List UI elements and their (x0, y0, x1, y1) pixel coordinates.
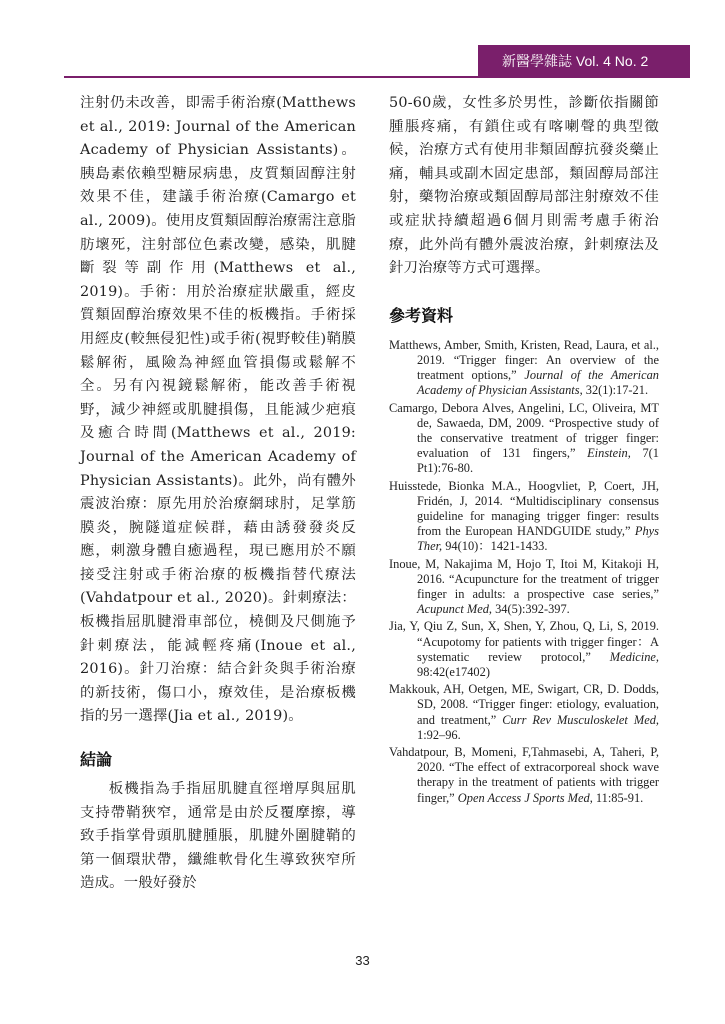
reference-text: Vahdatpour, B, Momeni, F,Tahmasebi, A, Taheri, P, 2020. “The effect of extracorporeal shock wave therapy in the treatment of patients with trigger finger,” (389, 745, 659, 805)
reference-tail: , 32(1):17-21. (579, 383, 649, 398)
conclusion-paragraph-continued: 50-60歲，女性多於男性，診斷依指關節腫脹疼痛，有鎖住或有喀喇聲的典型徵候，治療方式有使用非類固醇抗發炎藥止痛，輔具或副木固定患部，類固醇局部注射，藥物治療或類固醇局部注射療效不佳或症狀持續超過6個月則需考慮手術治療，此外尚有體外震波治療，針刺療法及針刀治療等方式可選擇。 (389, 95, 659, 277)
reference-journal: Journal of the American Academy of Physician Assistants (417, 368, 659, 398)
reference-journal: Acupunct Med (417, 602, 489, 617)
reference-text: Matthews, Amber, Smith, Kristen, Read, Laura, et al., 2019. “Trigger finger: An overview of the treatment options,” (389, 337, 659, 383)
reference-item (389, 557, 659, 618)
reference-tail: 7(1 Pt1):76-80. (417, 446, 659, 476)
reference-item (389, 619, 659, 680)
reference-tail: 1:92–96. (417, 727, 461, 742)
reference-tail: , 34(5):392-397. (488, 602, 570, 617)
conclusion-paragraph: 板機指為手指屈肌腱直徑增厚與屈肌支持帶鞘狹窄，通常是由於反覆摩擦，導致手指掌骨頭肌腱腫脹，肌腱外圍腱鞘的第一個環狀帶，纖維軟骨化生導致狹窄所造成。一般好發於 (80, 781, 356, 892)
reference-text: Camargo, Debora Alves, Angelini, LC, Oliveira, MT de, Sawaeda, DM, 2009. “Prospective study of the conservative treatment of trigger finger: evaluation of 131 fingers,” (389, 400, 659, 461)
reference-text: Makkouk, AH, Oetgen, ME, Swigart, CR, D. Dodds, SD, 2008. “Trigger finger: etiology, evaluation, and treatment,” (389, 682, 659, 727)
reference-journal: Open Access J Sports Med (457, 790, 590, 805)
reference-tail: 94(10)：1421-1433. (442, 539, 548, 554)
reference-journal: Phys Ther, (417, 524, 659, 554)
reference-text: Inoue, M, Nakajima M, Hojo T, Itoi M, Kitakoji H, 2016. “Acupuncture for the treatment of trigger finger in adults: a prospective case series,” (389, 556, 659, 601)
reference-tail: , 11:85-91. (589, 790, 644, 805)
reference-item (389, 745, 659, 806)
page-number: 33 (355, 953, 370, 968)
conclusion-heading: 結論 (80, 750, 113, 770)
reference-text: Jia, Y, Qiu Z, Sun, X, Shen, Y, Zhou, Q, Li, S, 2019. “Acupotomy for patients with trigger finger：A systematic review protocol,” (389, 619, 659, 664)
references-list (389, 338, 659, 806)
reference-text: Huisstede, Bionka M.A., Hoogvliet, P, Coert, JH, Fridén, J, 2014. “Multidisciplinary consensus guideline for managing trigger finger: results from the European HANDGUIDE study,” (389, 478, 659, 539)
references-heading: 參考資料 (389, 305, 454, 325)
reference-item (389, 479, 659, 555)
reference-journal: Curr Rev Musculoskelet Med, (502, 712, 659, 727)
reference-journal: Einstein, (587, 446, 631, 461)
left-column (80, 92, 356, 896)
reference-item (389, 401, 659, 477)
reference-item (389, 682, 659, 743)
reference-tail: 98:42(e17402) (417, 665, 490, 680)
journal-header (478, 45, 690, 77)
journal-title: 新醫學雜誌 Vol. 4 No. 2 (502, 53, 649, 69)
body-paragraph: 注射仍未改善，即需手術治療(Matthews et al., 2019: Journal of the American Academy of Physician Assistants)。胰島素依賴型糖尿病患，皮質類固醇注射效果不佳，建議手術治療(Camargo et al., 2009)。使用皮質類固醇治療需注意脂肪壞死，注射部位色素改變，感染，肌腱斷裂等副作用(Matthews et al., 2019)。手術：用於治療症狀嚴重，經皮質類固醇治療效果不佳的板機指。手術採用經皮(較無侵犯性)或手術(視野較佳)鞘膜鬆解術，風險為神經血管損傷或鬆解不全。另有內視鏡鬆解術，能改善手術視野，減少神經或肌腱損傷，且能減少疤痕及癒合時間(Matthews et al., 2019: Journal of the American Academy of Physician Assistants)。此外，尚有體外震波治療：原先用於治療網球肘，足掌筋膜炎，腕隧道症候群，藉由誘發發炎反應，刺激身體自癒過程，現已應用於不願接受注射或手術治療的板機指替代療法(Vahdatpour et al., 2020)。針刺療法：板機指屈肌腱滑車部位，橈側及尺側施予針刺療法，能減輕疼痛(Inoue et al., 2016)。針刀治療：結合針灸與手術治療的新技術，傷口小，療效佳，是治療板機指的另一選擇(Jia et al., 2019)。 (80, 95, 356, 725)
reference-item (389, 338, 659, 399)
right-column (389, 92, 659, 808)
header-rule (64, 76, 690, 78)
reference-journal: Medicine, (609, 649, 659, 664)
